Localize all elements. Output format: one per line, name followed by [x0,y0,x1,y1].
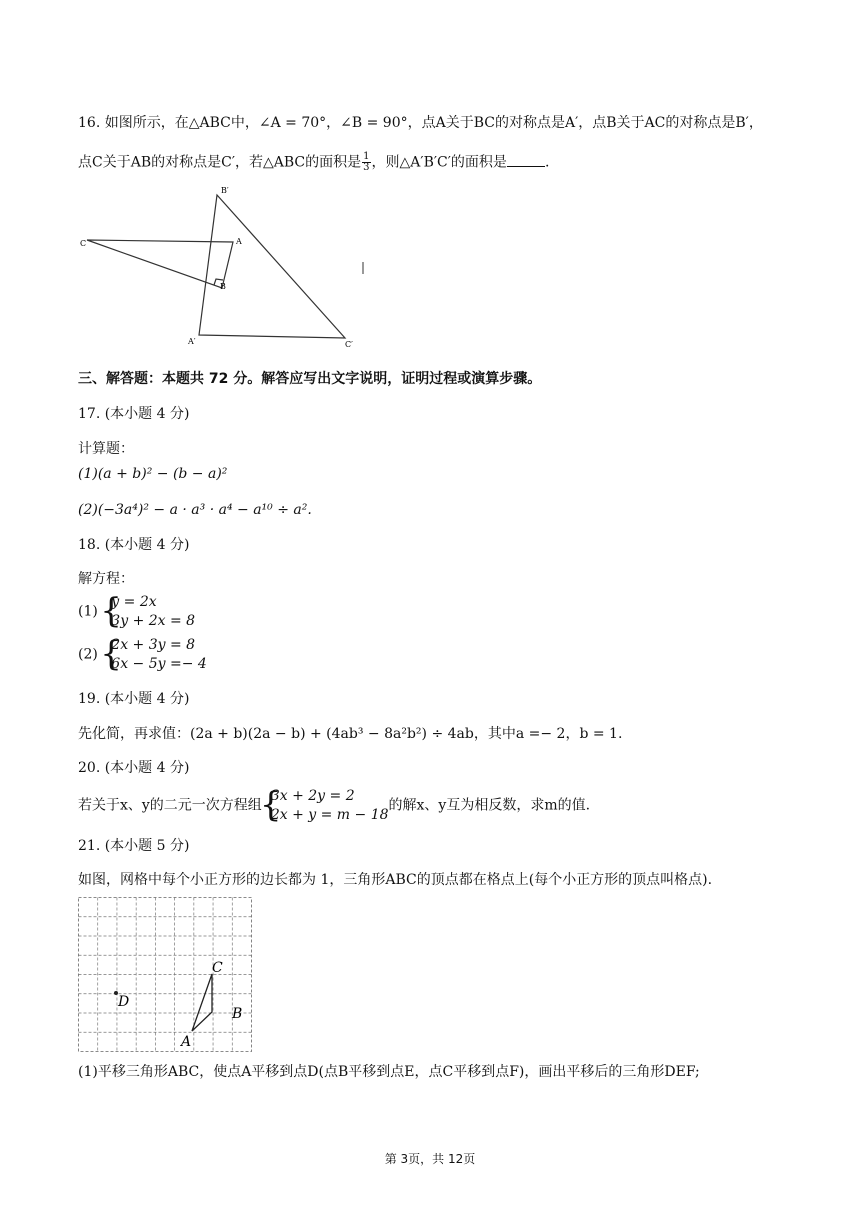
label-b: B [220,282,226,291]
q17-intro: 计算题： [78,441,134,457]
q18-p1-eq1: { y = 2x [111,594,157,610]
q16-fraction [362,152,370,173]
q18-part2 [78,636,207,674]
triangle-a1b1c1 [199,195,345,338]
grid-label-d: D [118,994,130,1010]
q18-p1-system [102,593,195,631]
triangle-abc-grid [192,974,212,1031]
q16-line1: 16. 如图所示，在△ABC中，∠A = 70°，∠B = 90°，点A关于BC的对称点是A′，点B关于AC的对称点是B′， [78,115,763,131]
frac-num: 1 [363,151,370,162]
q18-p2-system [102,636,207,674]
q18-head: 18. (本小题 4 分) [78,537,190,553]
q16-line2-a: 点C关于AB的对称点是C′，若△ABC的面积是 [78,154,362,171]
q18-p1-label: (1) [78,603,98,620]
q17-part1: (1)(a + b)² − (b − a)² [78,466,228,482]
label-b1: B′ [221,186,229,195]
label-c: C [80,239,87,248]
q16-line2 [78,152,549,173]
q20-eq2: 2x + y = m − 18 [270,807,389,823]
q20-text-b: 的解x、y互为相反数，求m的值. [388,797,591,814]
frac-den: 3 [363,162,370,173]
q16-line2-end: . [544,154,550,171]
q18-intro: 解方程： [78,571,134,587]
q16-figure [75,185,375,350]
q18-part1 [78,593,195,631]
q17-part2: (2)(−3a⁴)² − a · a³ · a⁴ − a¹⁰ ÷ a². [78,502,312,518]
section-heading: 三、解答题：本题共 72 分。解答应写出文字说明，证明过程或演算步骤。 [78,371,542,387]
label-c1: C′ [345,340,353,349]
label-a: A [236,237,242,246]
q16-line2-b: ，则△A′B′C′的面积是 [371,154,507,171]
q20-eq1: { 3x + 2y = 2 [270,788,355,804]
q18-p1-eq2: 3y + 2x = 8 [111,613,196,629]
q20-system [262,787,389,825]
q20-text-a: 若关于x、y的二元一次方程组 [78,797,262,814]
q18-p2-eq1: { 2x + 3y = 8 [111,637,196,653]
q21-text: 如图，网格中每个小正方形的边长都为 1，三角形ABC的顶点都在格点上(每个小正方形的顶点叫格点). [78,872,713,888]
q21-part1: (1)平移三角形ABC，使点A平移到点D(点B平移到点E，点C平移到点F)，画出平移后的三角形DEF; [78,1064,700,1080]
q19-head: 19. (本小题 4 分) [78,691,190,707]
label-a1: A′ [188,337,196,346]
q17-head: 17. (本小题 4 分) [78,406,190,422]
q20-text [78,787,590,825]
q21-grid-figure [78,897,254,1053]
grid-label-a: A [181,1034,192,1050]
grid-lines [79,898,252,1052]
grid-label-b: B [232,1006,243,1022]
q21-head: 21. (本小题 5 分) [78,838,190,854]
page-footer: 第 3页，共 12页 [384,1152,476,1166]
triangle-abc [87,240,233,288]
q18-p2-eq2: 6x − 5y =− 4 [111,656,207,672]
grid-label-c: C [212,960,223,976]
q18-p2-label: (2) [78,646,98,663]
q20-head: 20. (本小题 4 分) [78,760,190,776]
q19-text: 先化简，再求值：(2a + b)(2a − b) + (4ab³ − 8a²b²) ÷ 4ab，其中a =− 2，b = 1. [78,726,623,742]
answer-blank [507,154,545,167]
